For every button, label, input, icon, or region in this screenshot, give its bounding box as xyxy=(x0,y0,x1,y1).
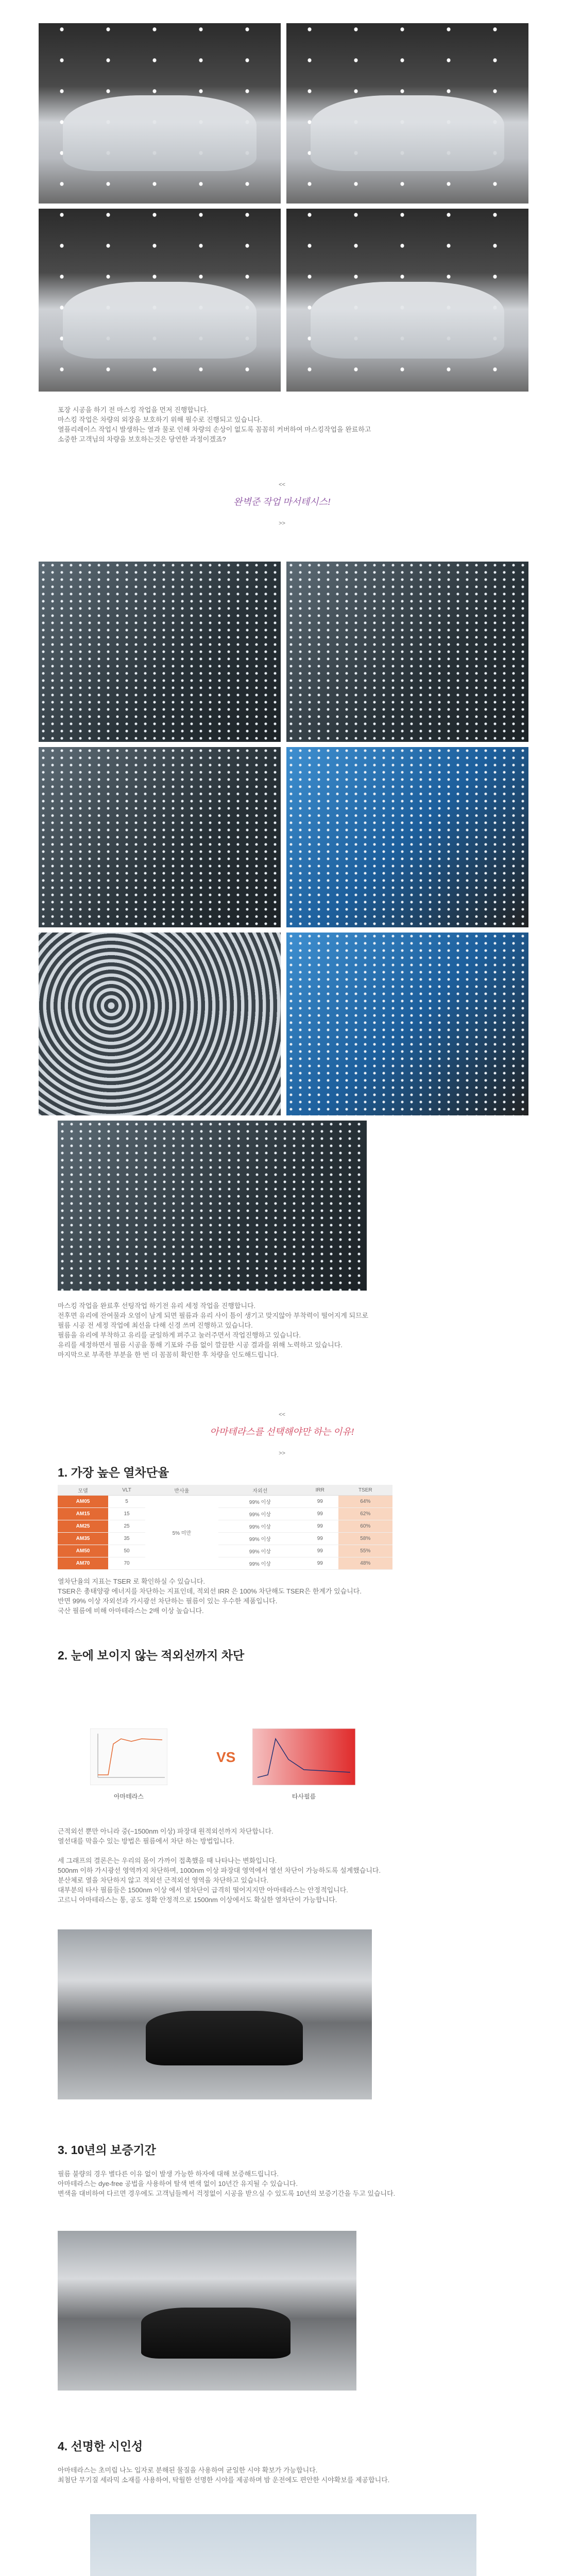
section2-line: 근적외선 뿐만 아니라 중(~1500nm 이상) 파장대 원적외선까지 차단합니다. xyxy=(58,1827,274,1835)
table-cell: 35 xyxy=(108,1533,145,1545)
amaterasu-graph xyxy=(90,1728,167,1785)
section2-line: 열선대를 막을수 있는 방법은 필름에서 차단 하는 방법입니다. xyxy=(58,1837,234,1845)
table-cell: 99% 이상 xyxy=(218,1533,302,1545)
spec-table xyxy=(58,1485,392,1570)
separator-close: >> xyxy=(279,1450,285,1456)
table-row xyxy=(58,1533,392,1545)
section2-line: 분산체로 열을 차단하지 않고 적외선 근적외선 영역을 차단하고 있습니다. xyxy=(58,1876,269,1884)
intro-text xyxy=(58,405,449,444)
intro-line: 마스킹 작업은 차량의 외장을 보호하기 위해 필수로 진행되고 있습니다. xyxy=(58,416,262,423)
table-cell: 99% 이상 xyxy=(218,1545,302,1557)
table-cell: 60% xyxy=(338,1520,392,1533)
section1-line: 반면 99% 이상 자외선과 가시광선 차단하는 필름이 있는 우수한 제품입니다. xyxy=(58,1597,278,1605)
section3-text xyxy=(58,2169,449,2198)
table-cell: AM70 xyxy=(58,1557,108,1570)
process-line: 마지막으로 부족한 부분을 한 번 더 꼼꼼히 확인한 후 차량을 인도해드립니다. xyxy=(58,1351,279,1359)
table-cell: AM50 xyxy=(58,1545,108,1557)
table-cell: 25 xyxy=(108,1520,145,1533)
process-line: 마스킹 작업을 완료후 선팅작업 하기전 유리 세정 작업을 진행합니다. xyxy=(58,1302,256,1310)
separator-open: << xyxy=(279,1412,285,1418)
process-photo-5 xyxy=(39,933,281,1115)
competitor-graph xyxy=(252,1728,355,1785)
table-cell: 64% xyxy=(338,1496,392,1508)
table-cell: 48% xyxy=(338,1557,392,1570)
table-row xyxy=(58,1520,392,1533)
garage-photo-1 xyxy=(58,1929,372,2099)
section4-line: 최첨단 무기질 세라믹 소재를 사용하여, 탁월한 선명한 시야를 제공하며 밤 운전에도 편안한 시야확보를 제공합니다. xyxy=(58,2476,390,2484)
section2-line: 고르니 아마테라스는 통, 공도 정확 안정적으로 1500nm 이상에서도 확실한 열차단이 가능합니다. xyxy=(58,1896,337,1904)
table-row xyxy=(58,1557,392,1570)
table-row xyxy=(58,1508,392,1520)
section2-line: 세 그래프의 결론은는 우리의 몸이 가까이 접촉했을 때 나타나는 변화입니다. xyxy=(58,1857,277,1865)
section4-line: 아마테라스는 초미립 나노 입자로 분해된 물질을 사용하여 균일한 시야 확보가 가능합니다. xyxy=(58,2466,318,2474)
masking-photo-1 xyxy=(39,23,281,204)
section3-line: 변색을 대비하여 다르면 경우에도 고객님들께서 걱정없이 시공을 받으실 수 있도록 10년의 보증기간을 두고 있습니다. xyxy=(58,2190,396,2197)
section1-text xyxy=(58,1577,449,1616)
section2-line: 대부분의 타사 필름들은 1500nm 이상 에서 열차단이 급격히 떨어지지만 아마테라스는 안정적입니다. xyxy=(58,1886,348,1894)
table-header: 모델 xyxy=(58,1485,108,1496)
table-cell: 99 xyxy=(302,1520,338,1533)
table-header: 자외선 xyxy=(218,1485,302,1496)
table-cell: 99 xyxy=(302,1557,338,1570)
process-photo-1 xyxy=(39,562,281,742)
table-cell: 15 xyxy=(108,1508,145,1520)
table-cell: 99% 이상 xyxy=(218,1508,302,1520)
garage-photo-2 xyxy=(58,2231,356,2391)
table-cell: 99% 이상 xyxy=(218,1496,302,1508)
section1-line: 국산 필름에 비해 아마테라스는 2배 이상 높습니다. xyxy=(58,1607,204,1615)
process-photo-4 xyxy=(286,747,528,927)
process-photo-3 xyxy=(39,747,281,927)
section3-title: 3. 10년의 보증기간 xyxy=(58,2143,156,2157)
table-cell: 99 xyxy=(302,1508,338,1520)
table-header: TSER xyxy=(338,1485,392,1496)
masking-photo-3 xyxy=(39,209,281,392)
table-cell: 99 xyxy=(302,1545,338,1557)
table-cell: AM15 xyxy=(58,1508,108,1520)
table-cell: 99% 이상 xyxy=(218,1557,302,1570)
table-row xyxy=(58,1545,392,1557)
table-cell: AM35 xyxy=(58,1533,108,1545)
masking-photo-2 xyxy=(286,23,528,204)
amaterasu-label: 아마테라스 xyxy=(114,1793,144,1800)
vs-label: VS xyxy=(216,1749,236,1765)
table-cell: AM25 xyxy=(58,1520,108,1533)
section4-title: 4. 선명한 시인성 xyxy=(58,2439,143,2453)
separator-open: << xyxy=(279,482,285,488)
section1-title: 1. 가장 높은 열차단율 xyxy=(58,1466,169,1479)
process-line: 필름을 유리에 부착하고 유리를 균일하게 펴주고 눌러주면서 작업진행하고 있습니다. xyxy=(58,1331,301,1339)
section2-line xyxy=(58,1846,449,1856)
table-cell: 50 xyxy=(108,1545,145,1557)
process-photo-7 xyxy=(58,1121,367,1291)
section2-title: 2. 눈에 보이지 않는 적외선까지 차단 xyxy=(58,1649,245,1662)
section3-line: 아마테라스는 dye-free 공법을 사용하여 탈색 변색 없이 10년간 유지될 수 있습니다. xyxy=(58,2180,298,2188)
process-photo-2 xyxy=(286,562,528,742)
separator-close: >> xyxy=(279,520,285,527)
reason-quote: 아마테라스를 선택해야만 하는 이유! xyxy=(210,1427,354,1437)
section2-line: 500nm 이하 가시광선 영역까지 차단하며, 1000nm 이상 파장대 영역에서 열선 차단이 가능하도록 설계했습니다. xyxy=(58,1867,381,1874)
process-line: 전후면 유리에 잔여물과 오염이 남게 되면 필름과 유리 사이 틈이 생기고 맞지않아 부착력이 떨어지게 되므로 xyxy=(58,1312,369,1319)
table-header: 반사율 xyxy=(145,1485,218,1496)
table-cell: 58% xyxy=(338,1533,392,1545)
section1-line: 열차단율의 지표는 TSER 로 확인하실 수 있습니다. xyxy=(58,1578,205,1585)
table-cell: 5% 미만 xyxy=(145,1496,218,1570)
table-cell: 99% 이상 xyxy=(218,1520,302,1533)
table-cell: 55% xyxy=(338,1545,392,1557)
table-cell: 62% xyxy=(338,1508,392,1520)
section2-text xyxy=(58,1826,449,1905)
table-row xyxy=(58,1496,392,1508)
table-cell: 99 xyxy=(302,1533,338,1545)
section3-line: 필름 불량의 경우 별다른 이유 없이 발생 가능한 하자에 대해 보증해드립니다. xyxy=(58,2170,279,2178)
visibility-photo-1 xyxy=(90,2514,476,2576)
process-line: 유리를 세정하면서 필름 시공을 통해 기포와 주름 없이 깔끔한 시공 결과를 위해 노력하고 있습니다. xyxy=(58,1341,343,1349)
section4-text xyxy=(58,2465,449,2485)
process-line: 필름 시공 전 세정 작업에 최선을 다해 신경 쓰며 진행하고 있습니다. xyxy=(58,1321,253,1329)
table-header: VLT xyxy=(108,1485,145,1496)
section1-line: TSER은 총태양광 에너지를 차단하는 지표인데, 적외선 IRR 은 100% 차단해도 TSER은 한계가 있습니다. xyxy=(58,1587,362,1595)
intro-quote: 완벽준 작업 마서테시스! xyxy=(233,497,331,507)
masking-photo-4 xyxy=(286,209,528,392)
table-cell: 70 xyxy=(108,1557,145,1570)
competitor-label: 타사필름 xyxy=(292,1793,316,1800)
table-cell: AM05 xyxy=(58,1496,108,1508)
intro-line: 소중한 고객님의 차량을 보호하는것은 당연한 과정이겠죠? xyxy=(58,435,226,443)
intro-line: 포장 시공을 하기 전 마스킹 작업을 먼저 진행합니다. xyxy=(58,406,209,414)
table-cell: 99 xyxy=(302,1496,338,1508)
table-cell: 5 xyxy=(108,1496,145,1508)
process-text xyxy=(58,1301,449,1360)
intro-line: 열플리레이스 작업시 발생하는 열과 물로 인해 차량의 손상이 없도록 꼼꼼히 커버하여 마스킹작업을 완료하고 xyxy=(58,426,371,433)
table-header: IRR xyxy=(302,1485,338,1496)
process-photo-6 xyxy=(286,933,528,1115)
